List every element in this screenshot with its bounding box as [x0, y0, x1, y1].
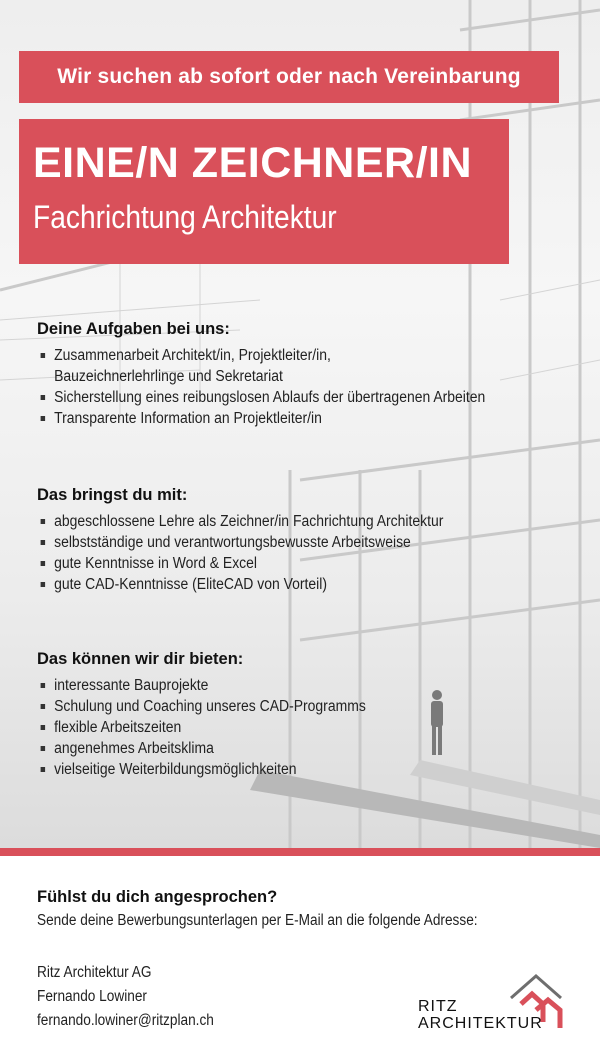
section-heading: Deine Aufgaben bei uns:: [37, 320, 230, 338]
job-title: EINE/N ZEICHNER/IN: [33, 139, 473, 187]
section-requirements: [37, 486, 577, 595]
section-heading: Das bringst du mit:: [37, 486, 188, 504]
list-item: Schulung und Coaching unseres CAD-Programms: [37, 696, 523, 717]
list-item: selbstständige und verantwortungsbewusste Arbeitsweise: [37, 532, 523, 553]
list-item: abgeschlossene Lehre als Zeichner/in Fachrichtung Architektur: [37, 511, 523, 532]
list-item: vielseitige Weiterbildungsmöglichkeiten: [37, 759, 523, 780]
job-subtitle: Fachrichtung Architektur: [33, 199, 337, 235]
list-item: gute CAD-Kenntnisse (EliteCAD von Vorteil): [37, 574, 523, 595]
logo-text-line1: RITZ: [418, 998, 458, 1015]
list-item: gute Kenntnisse in Word & Excel: [37, 553, 523, 574]
list-item: angenehmes Arbeitsklima: [37, 738, 523, 759]
list-item: Sicherstellung eines reibungslosen Ablaufs der übertragenen Arbeiten: [37, 387, 523, 408]
tagline-text: Wir suchen ab sofort oder nach Vereinbarung: [57, 65, 521, 88]
list-item: flexible Arbeitszeiten: [37, 717, 523, 738]
list-item: interessante Bauprojekte: [37, 675, 523, 696]
list-item: Transparente Information an Projektleiter/in: [37, 408, 523, 429]
contact-instruction: Sende deine Bewerbungsunterlagen per E-Mail an die folgende Adresse:: [37, 912, 478, 929]
section-benefits: [37, 650, 577, 780]
email-link[interactable]: fernando.lowiner@ritzplan.ch: [37, 1012, 214, 1029]
list-item: Zusammenarbeit Architekt/in, Projektleiter/in, Bauzeichnerlehrlinge und Sekretariat: [37, 345, 523, 387]
company-name: Ritz Architektur AG: [37, 964, 152, 981]
section-tasks: [37, 320, 577, 429]
requirement-list: [37, 511, 577, 595]
contact-person: Fernando Lowiner: [37, 988, 147, 1005]
divider: [0, 848, 600, 856]
benefit-list: [37, 675, 577, 780]
company-logo: [418, 970, 568, 1035]
contact-question: Fühlst du dich angesprochen?: [37, 888, 278, 906]
title-banner: [19, 119, 509, 264]
section-heading: Das können wir dir bieten:: [37, 650, 244, 668]
tagline-banner: [19, 51, 559, 103]
task-list: [37, 345, 577, 429]
logo-text-line2: ARCHITEKTUR: [418, 1015, 543, 1032]
